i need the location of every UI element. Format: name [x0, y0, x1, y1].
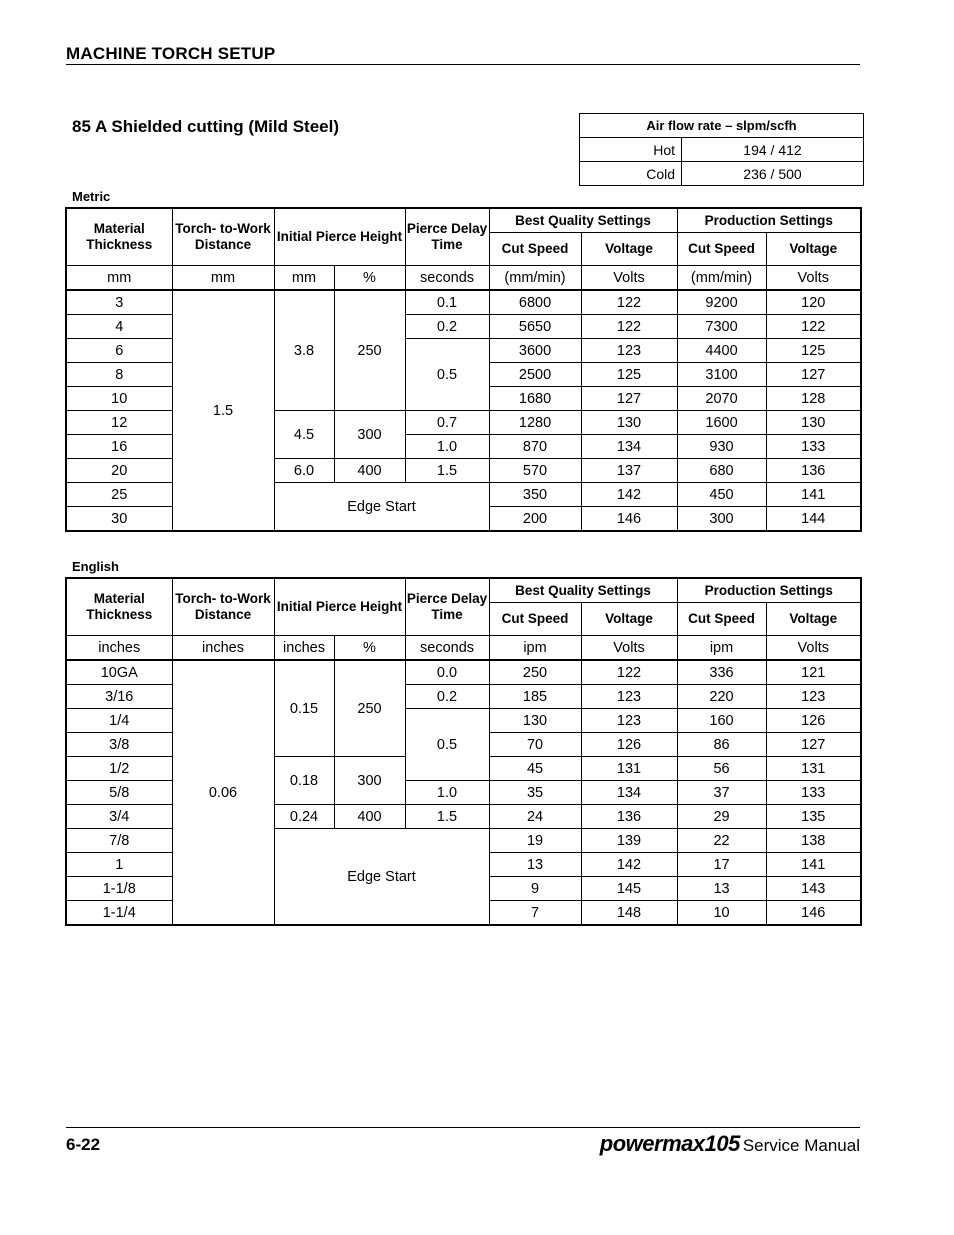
unit-cell: inches — [274, 636, 334, 661]
prod-voltage-cell: 138 — [766, 829, 861, 853]
prod-cut-speed-cell: 220 — [677, 685, 766, 709]
table-row — [66, 290, 861, 315]
pierce-percent-cell: 400 — [334, 459, 405, 483]
prod-voltage-cell: 143 — [766, 877, 861, 901]
metric-label: Metric — [72, 189, 111, 204]
unit-cell: mm — [172, 266, 274, 291]
thickness-cell: 7/8 — [66, 829, 172, 853]
unit-cell: Volts — [766, 266, 861, 291]
header-divider — [66, 64, 860, 65]
prod-voltage-cell: 121 — [766, 660, 861, 685]
unit-cell: Volts — [766, 636, 861, 661]
pierce-delay-cell: 1.5 — [405, 459, 489, 483]
best-voltage-cell: 127 — [581, 387, 677, 411]
best-cut-speed-cell: 1280 — [489, 411, 581, 435]
pierce-height-cell: 0.18 — [274, 757, 334, 805]
pierce-height-cell: 6.0 — [274, 459, 334, 483]
best-cut-speed-cell: 45 — [489, 757, 581, 781]
airflow-hot-label: Hot — [580, 138, 682, 162]
unit-cell: % — [334, 636, 405, 661]
col-best-cut-speed: Cut Speed — [489, 603, 581, 636]
airflow-cold-value: 236 / 500 — [682, 162, 864, 186]
unit-cell: seconds — [405, 636, 489, 661]
prod-voltage-cell: 123 — [766, 685, 861, 709]
thickness-cell: 5/8 — [66, 781, 172, 805]
units-row — [66, 636, 861, 661]
prod-voltage-cell: 141 — [766, 853, 861, 877]
pierce-percent-cell: 300 — [334, 757, 405, 805]
thickness-cell: 8 — [66, 363, 172, 387]
best-cut-speed-cell: 870 — [489, 435, 581, 459]
unit-cell: Volts — [581, 636, 677, 661]
edge-start-cell: Edge Start — [274, 829, 489, 926]
pierce-percent-cell: 250 — [334, 290, 405, 411]
col-prod-voltage: Voltage — [766, 233, 861, 266]
unit-cell: mm — [274, 266, 334, 291]
prod-voltage-cell: 127 — [766, 733, 861, 757]
prod-cut-speed-cell: 1600 — [677, 411, 766, 435]
torch-distance-cell: 1.5 — [172, 290, 274, 531]
best-cut-speed-cell: 570 — [489, 459, 581, 483]
prod-voltage-cell: 122 — [766, 315, 861, 339]
thickness-cell: 1-1/4 — [66, 901, 172, 926]
best-voltage-cell: 123 — [581, 709, 677, 733]
prod-cut-speed-cell: 680 — [677, 459, 766, 483]
thickness-cell: 20 — [66, 459, 172, 483]
best-cut-speed-cell: 7 — [489, 901, 581, 926]
best-cut-speed-cell: 13 — [489, 853, 581, 877]
prod-voltage-cell: 146 — [766, 901, 861, 926]
thickness-cell: 12 — [66, 411, 172, 435]
prod-cut-speed-cell: 17 — [677, 853, 766, 877]
pierce-height-cell: 0.15 — [274, 660, 334, 757]
pierce-percent-cell: 250 — [334, 660, 405, 757]
prod-voltage-cell: 131 — [766, 757, 861, 781]
col-best-quality: Best Quality Settings — [489, 578, 677, 603]
unit-cell: ipm — [489, 636, 581, 661]
prod-voltage-cell: 128 — [766, 387, 861, 411]
best-cut-speed-cell: 250 — [489, 660, 581, 685]
best-voltage-cell: 125 — [581, 363, 677, 387]
col-best-cut-speed: Cut Speed — [489, 233, 581, 266]
prod-voltage-cell: 133 — [766, 781, 861, 805]
footer-brand — [600, 1131, 860, 1157]
best-voltage-cell: 148 — [581, 901, 677, 926]
prod-cut-speed-cell: 29 — [677, 805, 766, 829]
airflow-header: Air flow rate – slpm/scfh — [580, 114, 864, 138]
best-cut-speed-cell: 24 — [489, 805, 581, 829]
unit-cell: ipm — [677, 636, 766, 661]
prod-voltage-cell: 136 — [766, 459, 861, 483]
thickness-cell: 3 — [66, 290, 172, 315]
thickness-cell: 16 — [66, 435, 172, 459]
airflow-hot-value: 194 / 412 — [682, 138, 864, 162]
col-material-thickness: Material Thickness — [66, 578, 172, 636]
prod-cut-speed-cell: 37 — [677, 781, 766, 805]
pierce-delay-cell: 0.2 — [405, 685, 489, 709]
thickness-cell: 10GA — [66, 660, 172, 685]
brand-logo: powermax105 — [599, 1131, 740, 1156]
col-pierce-height: Initial Pierce Height — [274, 208, 405, 266]
best-voltage-cell: 131 — [581, 757, 677, 781]
units-row — [66, 266, 861, 291]
prod-cut-speed-cell: 3100 — [677, 363, 766, 387]
best-voltage-cell: 142 — [581, 853, 677, 877]
prod-cut-speed-cell: 56 — [677, 757, 766, 781]
best-voltage-cell: 145 — [581, 877, 677, 901]
thickness-cell: 4 — [66, 315, 172, 339]
pierce-height-cell: 0.24 — [274, 805, 334, 829]
best-voltage-cell: 134 — [581, 435, 677, 459]
prod-cut-speed-cell: 450 — [677, 483, 766, 507]
thickness-cell: 1/2 — [66, 757, 172, 781]
pierce-delay-cell: 1.5 — [405, 805, 489, 829]
best-voltage-cell: 142 — [581, 483, 677, 507]
best-voltage-cell: 122 — [581, 290, 677, 315]
col-prod-cut-speed: Cut Speed — [677, 603, 766, 636]
best-cut-speed-cell: 2500 — [489, 363, 581, 387]
prod-voltage-cell: 130 — [766, 411, 861, 435]
page-header-title: MACHINE TORCH SETUP — [66, 44, 276, 63]
best-voltage-cell: 123 — [581, 685, 677, 709]
prod-voltage-cell: 135 — [766, 805, 861, 829]
best-voltage-cell: 146 — [581, 507, 677, 532]
col-pierce-delay: Pierce Delay Time — [405, 578, 489, 636]
pierce-delay-cell: 1.0 — [405, 781, 489, 805]
table-row — [66, 660, 861, 685]
best-cut-speed-cell: 185 — [489, 685, 581, 709]
col-best-voltage: Voltage — [581, 233, 677, 266]
pierce-delay-cell: 0.5 — [405, 339, 489, 411]
col-torch-distance: Torch- to-Work Distance — [172, 578, 274, 636]
unit-cell: Volts — [581, 266, 677, 291]
col-prod-cut-speed: Cut Speed — [677, 233, 766, 266]
prod-cut-speed-cell: 300 — [677, 507, 766, 532]
airflow-table — [579, 113, 864, 186]
thickness-cell: 10 — [66, 387, 172, 411]
col-prod-voltage: Voltage — [766, 603, 861, 636]
pierce-percent-cell: 400 — [334, 805, 405, 829]
best-voltage-cell: 137 — [581, 459, 677, 483]
prod-voltage-cell: 144 — [766, 507, 861, 532]
pierce-height-cell: 3.8 — [274, 290, 334, 411]
best-cut-speed-cell: 1680 — [489, 387, 581, 411]
pierce-delay-cell: 0.2 — [405, 315, 489, 339]
best-cut-speed-cell: 3600 — [489, 339, 581, 363]
best-cut-speed-cell: 350 — [489, 483, 581, 507]
prod-voltage-cell: 133 — [766, 435, 861, 459]
best-cut-speed-cell: 200 — [489, 507, 581, 532]
prod-cut-speed-cell: 22 — [677, 829, 766, 853]
thickness-cell: 1-1/8 — [66, 877, 172, 901]
col-pierce-height: Initial Pierce Height — [274, 578, 405, 636]
best-cut-speed-cell: 19 — [489, 829, 581, 853]
prod-voltage-cell: 127 — [766, 363, 861, 387]
unit-cell: inches — [66, 636, 172, 661]
thickness-cell: 1/4 — [66, 709, 172, 733]
best-voltage-cell: 134 — [581, 781, 677, 805]
col-pierce-delay: Pierce Delay Time — [405, 208, 489, 266]
best-cut-speed-cell: 6800 — [489, 290, 581, 315]
prod-cut-speed-cell: 4400 — [677, 339, 766, 363]
unit-cell: (mm/min) — [489, 266, 581, 291]
thickness-cell: 3/8 — [66, 733, 172, 757]
english-label: English — [72, 559, 119, 574]
metric-table — [65, 207, 862, 532]
edge-start-cell: Edge Start — [274, 483, 489, 532]
unit-cell: inches — [172, 636, 274, 661]
best-cut-speed-cell: 9 — [489, 877, 581, 901]
thickness-cell: 1 — [66, 853, 172, 877]
thickness-cell: 3/4 — [66, 805, 172, 829]
torch-distance-cell: 0.06 — [172, 660, 274, 925]
best-cut-speed-cell: 5650 — [489, 315, 581, 339]
prod-cut-speed-cell: 13 — [677, 877, 766, 901]
unit-cell: (mm/min) — [677, 266, 766, 291]
best-voltage-cell: 126 — [581, 733, 677, 757]
col-best-voltage: Voltage — [581, 603, 677, 636]
airflow-cold-label: Cold — [580, 162, 682, 186]
prod-cut-speed-cell: 930 — [677, 435, 766, 459]
prod-cut-speed-cell: 7300 — [677, 315, 766, 339]
pierce-delay-cell: 0.7 — [405, 411, 489, 435]
col-production: Production Settings — [677, 578, 861, 603]
unit-cell: % — [334, 266, 405, 291]
thickness-cell: 6 — [66, 339, 172, 363]
best-voltage-cell: 136 — [581, 805, 677, 829]
footer-divider — [66, 1127, 860, 1128]
unit-cell: seconds — [405, 266, 489, 291]
prod-voltage-cell: 120 — [766, 290, 861, 315]
thickness-cell: 25 — [66, 483, 172, 507]
manual-label: Service Manual — [742, 1136, 860, 1155]
pierce-delay-cell: 0.0 — [405, 660, 489, 685]
best-voltage-cell: 139 — [581, 829, 677, 853]
prod-voltage-cell: 141 — [766, 483, 861, 507]
thickness-cell: 30 — [66, 507, 172, 532]
thickness-cell: 3/16 — [66, 685, 172, 709]
best-voltage-cell: 123 — [581, 339, 677, 363]
prod-cut-speed-cell: 86 — [677, 733, 766, 757]
best-cut-speed-cell: 35 — [489, 781, 581, 805]
prod-cut-speed-cell: 336 — [677, 660, 766, 685]
col-torch-distance: Torch- to-Work Distance — [172, 208, 274, 266]
english-table — [65, 577, 862, 926]
col-material-thickness: Material Thickness — [66, 208, 172, 266]
page-number: 6-22 — [66, 1135, 101, 1154]
best-cut-speed-cell: 70 — [489, 733, 581, 757]
prod-cut-speed-cell: 10 — [677, 901, 766, 926]
best-cut-speed-cell: 130 — [489, 709, 581, 733]
prod-voltage-cell: 125 — [766, 339, 861, 363]
best-voltage-cell: 122 — [581, 660, 677, 685]
pierce-delay-cell: 0.5 — [405, 709, 489, 781]
pierce-delay-cell: 1.0 — [405, 435, 489, 459]
prod-cut-speed-cell: 2070 — [677, 387, 766, 411]
prod-cut-speed-cell: 9200 — [677, 290, 766, 315]
best-voltage-cell: 130 — [581, 411, 677, 435]
prod-cut-speed-cell: 160 — [677, 709, 766, 733]
section-title: 85 A Shielded cutting (Mild Steel) — [72, 117, 339, 136]
pierce-percent-cell: 300 — [334, 411, 405, 459]
best-voltage-cell: 122 — [581, 315, 677, 339]
col-production: Production Settings — [677, 208, 861, 233]
unit-cell: mm — [66, 266, 172, 291]
prod-voltage-cell: 126 — [766, 709, 861, 733]
pierce-delay-cell: 0.1 — [405, 290, 489, 315]
pierce-height-cell: 4.5 — [274, 411, 334, 459]
col-best-quality: Best Quality Settings — [489, 208, 677, 233]
